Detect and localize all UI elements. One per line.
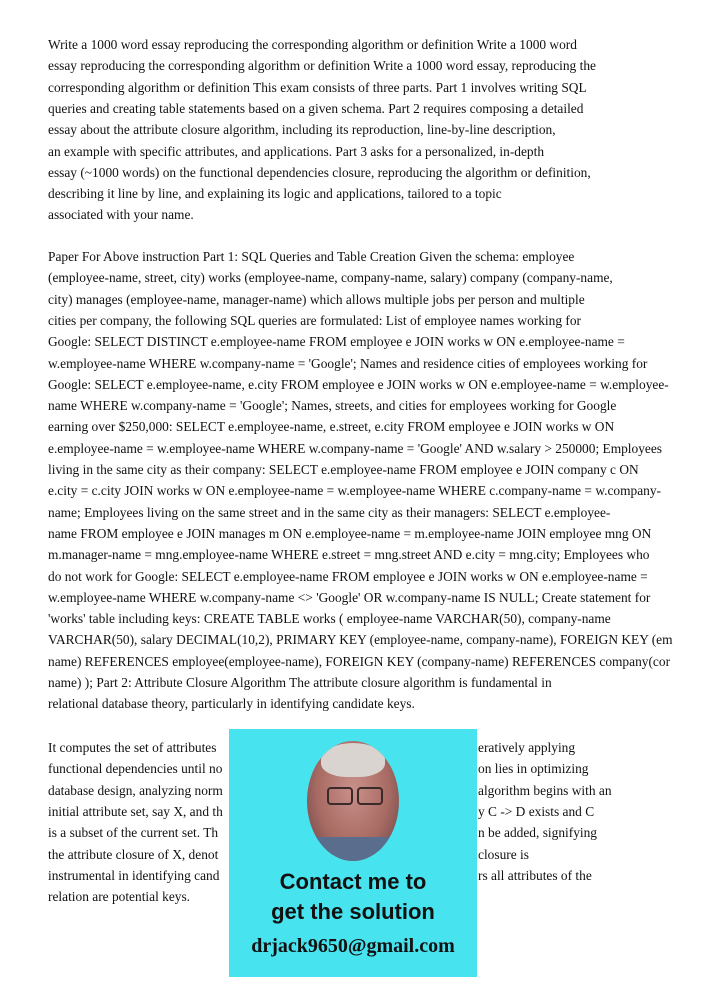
text-line: n be added, signifying [478,825,598,841]
text-line: VARCHAR(50), salary DECIMAL(10,2), PRIMARY KEY (employee-name, company-name), FOREIGN KEY (em [48,632,673,648]
text-line: essay reproducing the corresponding algorithm or definition Write a 1000 word essay, reproducing the [48,58,596,74]
text-line: name WHERE w.company-name = 'Google'; Names, streets, and cities for employees working for Google [48,398,617,414]
text-line: initial attribute set, say X, and th [48,803,223,819]
text-line: database design, analyzing norm [48,782,223,798]
text-line: y C -> D exists and C [478,803,595,819]
promo-line-2: get the solution [271,899,435,924]
text-line: e.city = c.city JOIN works w ON e.employee-name = w.employee-name WHERE c.company-name = w.company- [48,483,662,499]
text-line: city) manages (employee-name, manager-name) which allows multiple jobs per person and multiple [48,291,585,307]
text-line: name) REFERENCES employee(employee-name), FOREIGN KEY (company-name) REFERENCES company(cor [48,653,671,669]
text-line: instrumental in identifying cand [48,867,220,883]
text-line: w.employee-name WHERE w.company-name <> 'Google' OR w.company-name IS NULL; Create statement for [48,589,651,605]
text-line: queries and creating table statements based on a given schema. Part 2 requires composing a detailed [48,100,584,116]
text-line: Paper For Above instruction Part 1: SQL Queries and Table Creation Given the schema: employee [48,249,575,264]
text-line: Google: SELECT DISTINCT e.employee-name FROM employee e JOIN works w ON e.employee-name = [48,334,625,350]
text-line: the attribute closure of X, denot [48,846,219,862]
text-line: name FROM employee e JOIN manages m ON e.employee-name = m.employee-name JOIN employee mng ON [48,525,652,541]
text-line: 'works' table including keys: CREATE TABLE works ( employee-name VARCHAR(50), company-name [48,611,611,627]
text-line: e.employee-name = w.employee-name WHERE w.company-name = 'Google' AND w.salary > 250000; Employees [48,440,663,456]
text-line: It computes the set of attributes [48,740,217,755]
text-line: m.manager-name = mng.employee-name WHERE e.street = mng.street AND e.city = mng.city; Employees who [48,547,650,563]
text-line: essay (~1000 words) on the functional dependencies closure, reproducing the algorithm or definition, [48,164,591,180]
text-line: cities per company, the following SQL queries are formulated: List of employee names working for [48,312,581,328]
text-line: earning over $250,000: SELECT e.employee-name, e.street, e.city FROM employee e JOIN works w ON [48,419,615,435]
text-line: closure is [478,846,529,862]
author-portrait-image [307,741,399,861]
text-line: relation are potential keys. [48,889,191,905]
text-line: do not work for Google: SELECT e.employee-name FROM employee e JOIN works w ON e.employee-name = [48,568,648,584]
contact-promo-banner[interactable] [229,729,477,977]
text-line: describing it line by line, and explaining its logic and applications, tailored to a topic [48,186,502,202]
text-line: relational database theory, particularly in identifying candidate keys. [48,696,415,712]
text-line: w.employee-name WHERE w.company-name = 'Google'; Names and residence cities of employees working for [48,355,648,371]
text-line: Google: SELECT e.employee-name, e.city FROM employee e JOIN works w ON e.employee-name = w.employee- [48,376,669,392]
promo-line-1: Contact me to [279,869,427,894]
text-line: corresponding algorithm or definition This exam consists of three parts. Part 1 involves writing SQL [48,79,587,95]
text-line: (employee-name, street, city) works (employee-name, company-name, salary) company (company-name, [48,270,613,286]
text-line: rs all attributes of the [478,867,592,883]
text-line: functional dependencies until no [48,761,223,777]
text-line: name; Employees living on the same street and in the same city as their managers: SELECT e.employee- [48,504,611,520]
text-line: associated with your name. [48,207,194,223]
text-line: is a subset of the current set. Th [48,825,219,841]
text-line: on lies in optimizing [478,761,589,777]
text-line: algorithm begins with an [478,782,612,798]
text-line: essay about the attribute closure algorithm, including its reproduction, line-by-line description, [48,122,556,138]
text-line: eratively applying [478,740,576,755]
promo-email-link[interactable]: drjack9650@gmail.com [251,935,455,957]
text-line: Write a 1000 word essay reproducing the corresponding algorithm or definition Write a 1000 word [48,37,577,52]
text-line: an example with specific attributes, and applications. Part 3 asks for a personalized, in-depth [48,143,545,159]
text-line: name) ); Part 2: Attribute Closure Algorithm The attribute closure algorithm is fundamental in [48,675,552,690]
text-line: living in the same city as their company: SELECT e.employee-name FROM employee e JOIN company c ON [48,462,639,477]
